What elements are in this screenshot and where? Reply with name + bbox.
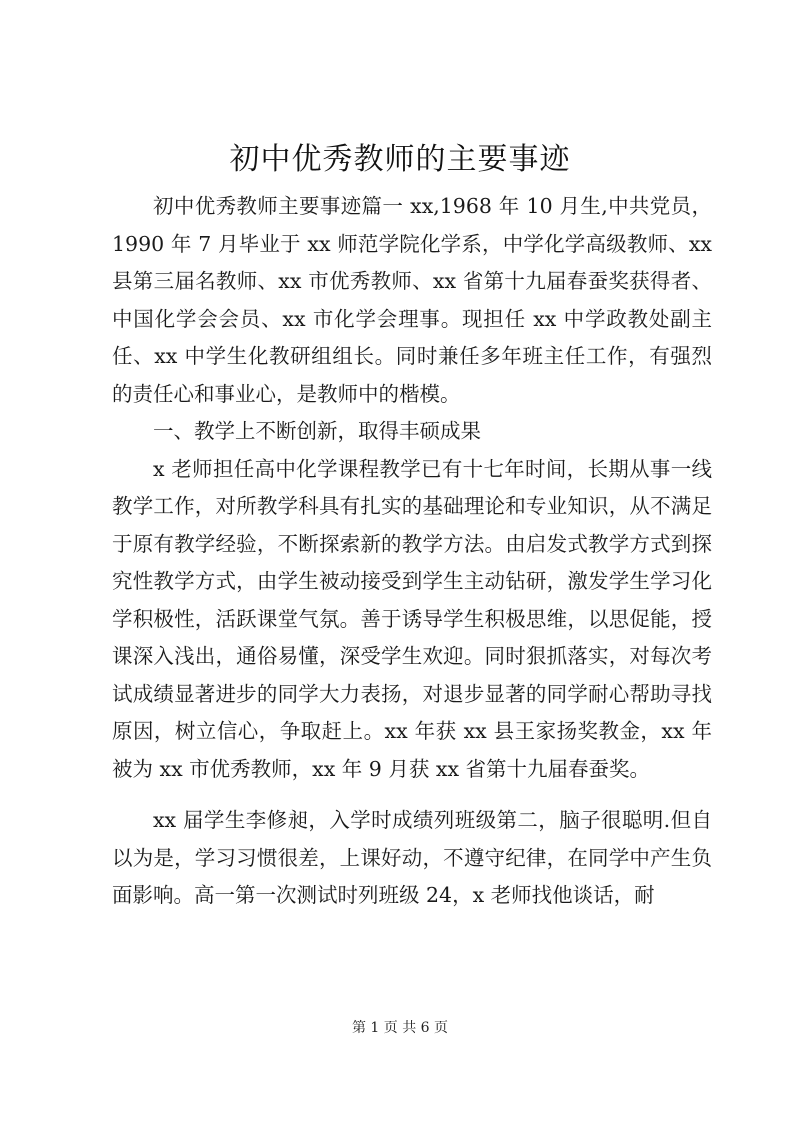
page-footer: 第 1 页 共 6 页 xyxy=(351,1020,449,1036)
document-title: 初中优秀教师的主要事迹 xyxy=(229,142,571,177)
paragraph-teaching: x 老师担任高中化学课程教学已有十七年时间，长期从事一线教学工作，对所教学科具有扎实的基础理论和专业知识，从不满足于原有教学经验，不断探索新的教学方法。由启发式教学方式到探究性教学方式，由学生被动接受到学生主动钻研，激发学生学习化学积极性，活跃课堂气氛。善于诱导学生积极思维，以思促能，授课深入浅出，通俗易懂，深受学生欢迎。同时狠抓落实，对每次考试成绩显著进步的同学大力表扬，对退步显著的同学耐心帮助寻找原因，树立信心，争取赶上。xx 年获 xx 县王家扬奖教金，xx 年被为 xx 市优秀教师，xx 年 9 月获 xx 省第十九届春蚕奖。 xyxy=(112,456,712,781)
paragraph-intro: 初中优秀教师主要事迹篇一 xx,1968 年 10 月生,中共党员，1990 年 7 月毕业于 xx 师范学院化学系，中学化学高级教师、xx 县第三届名教师、xx 市优秀教师、xx 省第十九届春蚕奖获得者、中国化学会会员、xx 市化学会理事。现担任 xx 中学政教处副主任、xx 中学生化教研组组长。同时兼任多年班主任工作，有强烈的责任心和事业心，是教师中的楷模。 xyxy=(112,194,712,406)
section-heading: 一、教学上不断创新，取得丰硕成果 xyxy=(153,419,481,443)
document-body xyxy=(112,188,712,915)
paragraph-student-story: xx 届学生李修昶，入学时成绩列班级第二，脑子很聪明.但自以为是，学习习惯很差，上课好动，不遵守纪律，在同学中产生负面影响。高一第一次测试时列班级 24，x 老师找他谈话，耐 xyxy=(112,808,712,907)
